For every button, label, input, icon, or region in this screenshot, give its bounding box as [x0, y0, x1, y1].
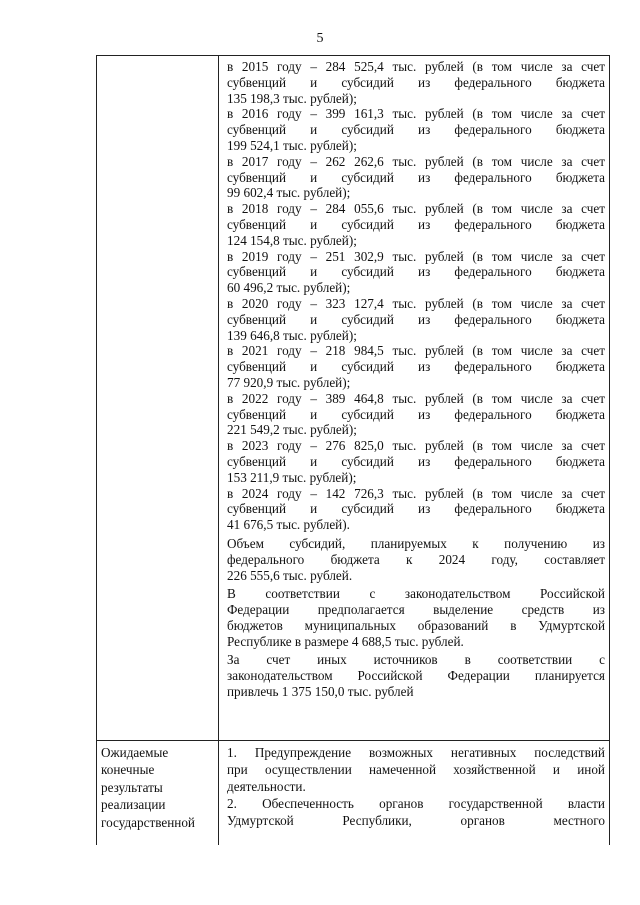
- text-line: субвенций и субсидий из федерального бюджета: [227, 501, 605, 517]
- text-line: законодательством Российской Федерации планируется: [227, 668, 605, 684]
- text-line: Удмуртской Республики, органов местного: [227, 813, 605, 828]
- funding-year-entry: [227, 438, 605, 485]
- text-line: деятельности.: [227, 779, 306, 794]
- text-line: 139 646,8 тыс. рублей);: [227, 327, 357, 343]
- text-line: За счет иных источников в соответствии с: [227, 652, 605, 668]
- label-line: государственной: [101, 814, 195, 830]
- text-line: Федерации предполагается выделение средств из: [227, 602, 605, 618]
- text-line: Объем субсидий, планируемых к получению из: [227, 535, 605, 551]
- text-line: в 2023 году – 276 825,0 тыс. рублей (в том числе за счет: [227, 438, 605, 454]
- text-line: 99 602,4 тыс. рублей);: [227, 185, 351, 201]
- text-line: 2. Обеспеченность органов государственной власти: [227, 796, 605, 811]
- text-line: привлечь 1 375 150,0 тыс. рублей: [227, 684, 414, 700]
- text-line: 124 154,8 тыс. рублей);: [227, 232, 357, 248]
- funding-year-entry: [227, 249, 605, 296]
- text-line: федерального бюджета к 2024 году, составляет: [227, 551, 605, 567]
- text-line: 41 676,5 тыс. рублей).: [227, 517, 350, 533]
- text-line: в 2018 году – 284 055,6 тыс. рублей (в том числе за счет: [227, 201, 605, 217]
- expected-results-label: [101, 744, 215, 831]
- funding-by-year-list: [227, 59, 605, 533]
- passport-table: [96, 55, 610, 845]
- text-line: 60 496,2 тыс. рублей);: [227, 280, 351, 296]
- text-line: субвенций и субсидий из федерального бюджета: [227, 169, 605, 185]
- funding-row: [97, 56, 609, 740]
- funding-cell: [227, 59, 605, 700]
- text-line: субвенций и субсидий из федерального бюджета: [227, 311, 605, 327]
- text-line: субвенций и субсидий из федерального бюджета: [227, 74, 605, 90]
- text-line: В соответствии с законодательством Российской: [227, 586, 605, 602]
- page-number: 5: [316, 31, 324, 46]
- text-line: 199 524,1 тыс. рублей);: [227, 137, 357, 153]
- funding-year-entry: [227, 59, 605, 106]
- funding-year-entry: [227, 106, 605, 153]
- expected-result-item: [227, 744, 605, 795]
- text-line: в 2019 году – 251 302,9 тыс. рублей (в том числе за счет: [227, 248, 605, 264]
- text-line: в 2022 году – 389 464,8 тыс. рублей (в том числе за счет: [227, 390, 605, 406]
- text-line: при осуществлении намеченной хозяйственной и иной: [227, 762, 605, 777]
- funding-year-entry: [227, 391, 605, 438]
- label-line: Ожидаемые: [101, 745, 169, 760]
- funding-year-entry: [227, 486, 605, 533]
- expected-results-cell: [227, 744, 605, 829]
- text-line: в 2024 году – 142 726,3 тыс. рублей (в том числе за счет: [227, 485, 605, 501]
- text-line: 135 198,3 тыс. рублей);: [227, 90, 357, 106]
- expected-result-item: [227, 795, 605, 829]
- text-line: бюджетов муниципальных образований в Удмуртской: [227, 617, 605, 633]
- label-line: реализации: [101, 797, 166, 813]
- label-line: конечные: [101, 762, 155, 778]
- label-line: результаты: [101, 779, 163, 795]
- text-line: субвенций и субсидий из федерального бюджета: [227, 359, 605, 375]
- text-line: 226 555,6 тыс. рублей.: [227, 567, 353, 583]
- funding-note-paragraph: [227, 536, 605, 583]
- funding-note-paragraph: [227, 652, 605, 699]
- funding-year-entry: [227, 343, 605, 390]
- text-line: в 2020 году – 323 127,4 тыс. рублей (в том числе за счет: [227, 295, 605, 311]
- funding-year-entry: [227, 154, 605, 201]
- text-line: в 2016 году – 399 161,3 тыс. рублей (в том числе за счет: [227, 106, 605, 122]
- text-line: Республике в размере 4 688,5 тыс. рублей.: [227, 633, 464, 649]
- text-line: в 2021 году – 218 984,5 тыс. рублей (в том числе за счет: [227, 343, 605, 359]
- text-line: 153 211,9 тыс. рублей);: [227, 469, 357, 485]
- text-line: в 2017 году – 262 262,6 тыс. рублей (в том числе за счет: [227, 153, 605, 169]
- text-line: субвенций и субсидий из федерального бюджета: [227, 264, 605, 280]
- text-line: 1. Предупреждение возможных негативных последствий: [227, 745, 605, 760]
- text-line: субвенций и субсидий из федерального бюджета: [227, 122, 605, 138]
- text-line: субвенций и субсидий из федерального бюджета: [227, 453, 605, 469]
- funding-year-entry: [227, 201, 605, 248]
- funding-note-paragraph: [227, 586, 605, 649]
- funding-year-entry: [227, 296, 605, 343]
- text-line: субвенций и субсидий из федерального бюджета: [227, 216, 605, 232]
- text-line: в 2015 году – 284 525,4 тыс. рублей (в том числе за счет: [227, 59, 605, 74]
- text-line: 77 920,9 тыс. рублей);: [227, 374, 351, 390]
- text-line: субвенций и субсидий из федерального бюджета: [227, 406, 605, 422]
- text-line: 221 549,2 тыс. рублей);: [227, 422, 357, 438]
- expected-results-row: [97, 741, 609, 845]
- funding-notes: [227, 536, 605, 700]
